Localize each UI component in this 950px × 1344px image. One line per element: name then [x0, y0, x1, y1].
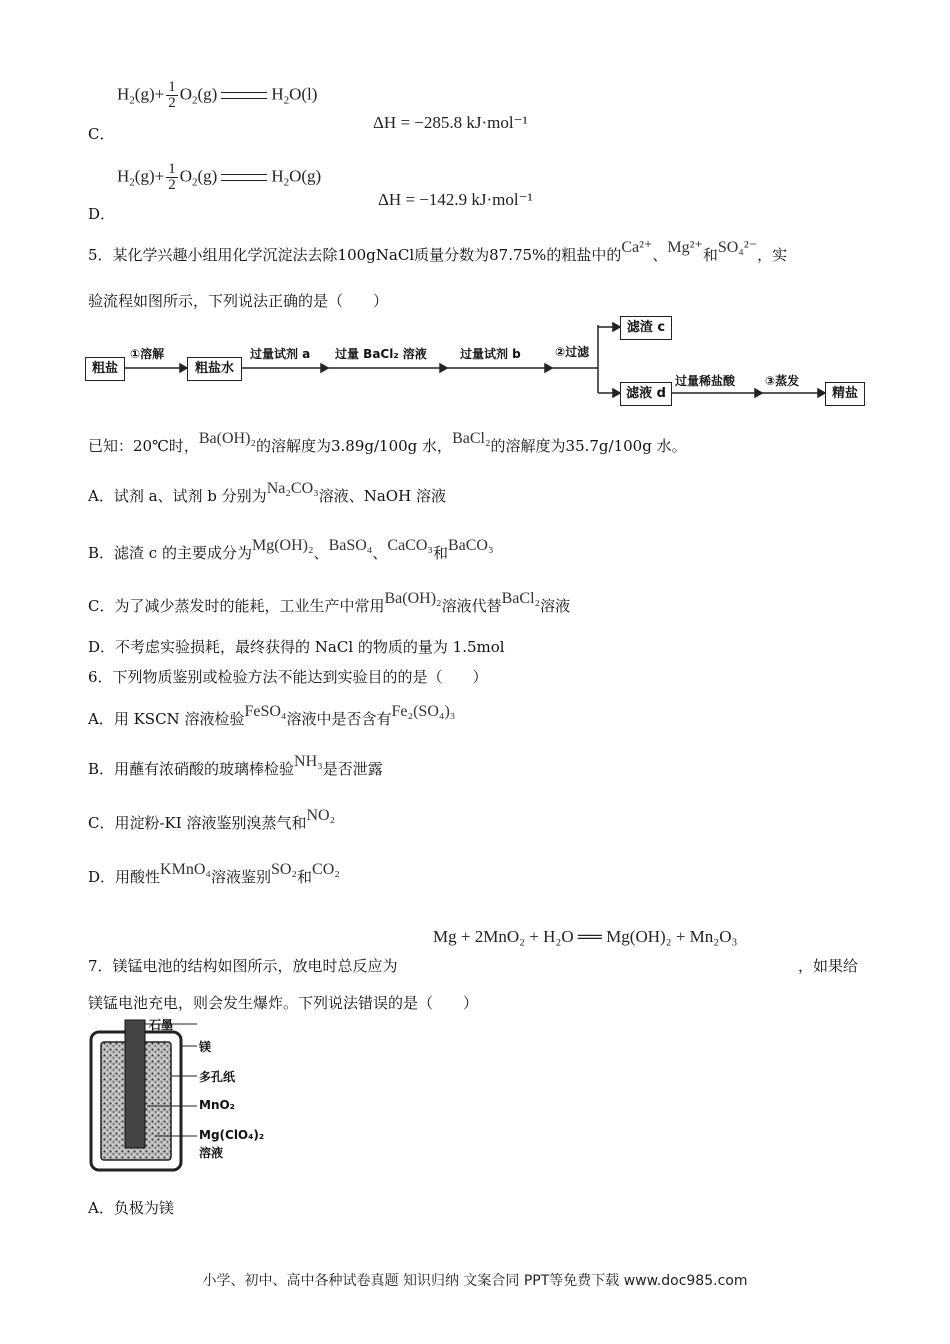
label-magnesium: 镁 — [199, 1040, 212, 1054]
q5-optD: D．不考虑实验损耗，最终获得的 NaCl 的物质的量为 1.5mol — [88, 638, 505, 656]
flow-step-reagent-a: 过量试剂 a — [250, 347, 311, 361]
q5-stem-line1: 5．某化学兴趣小组用化学沉淀法去除100gNaCl质量分数为87.75%的粗盐中的Ca²⁺、Mg²⁺和SO₄²⁻，实 — [88, 239, 788, 264]
q7-stem-line1: 7．镁锰电池的结构如图所示，放电时总反应为 ，如果给 — [88, 957, 858, 975]
q6-optA: A．用 KSCN 溶液检验FeSO₄溶液中是否含有Fe₂(SO₄)₃ — [88, 703, 456, 728]
label-mno2: MnO₂ — [199, 1098, 235, 1112]
q4-optD-label: D． — [88, 205, 116, 223]
q5-optA: A．试剂 a、试剂 b 分别为Na₂CO₃溶液、NaOH 溶液 — [88, 480, 446, 505]
flow-step-dissolve: ①溶解 — [130, 347, 165, 361]
flow-step-reagent-b: 过量试剂 b — [460, 347, 521, 361]
flow-node-crude-salt: 粗盐 — [85, 357, 125, 381]
q5-optC: C．为了减少蒸发时的能耗，工业生产中常用Ba(OH)₂溶液代替BaCl₂溶液 — [88, 590, 571, 615]
label-porous-paper: 多孔纸 — [199, 1070, 236, 1084]
flow-step-evaporate: ③蒸发 — [765, 374, 800, 388]
q4-optD-equation: $H_2(g)+$ $\frac{1}{2}$ $O_2(g)$ $H_2O(g)$ — [117, 161, 322, 193]
q6-optC: C．用淀粉-KI 溶液鉴别溴蒸气和NO₂ — [88, 807, 336, 832]
flow-step-hcl: 过量稀盐酸 — [675, 374, 736, 388]
label-electrolyte: Mg(ClO₄)₂ — [199, 1128, 265, 1142]
flow-step-filter: ②过滤 — [555, 345, 590, 359]
flow-node-refined-salt: 精盐 — [825, 382, 865, 406]
q6-stem: 6．下列物质鉴别或检验方法不能达到实验目的的是（ ） — [88, 668, 488, 686]
q5-flowchart — [85, 315, 865, 410]
flow-node-filtrate-d: 滤液 d — [620, 382, 672, 406]
q4-optC-label: C． — [88, 125, 115, 143]
flow-step-bacl2: 过量 BaCl₂ 溶液 — [335, 347, 427, 361]
q4-optD-enthalpy: ΔH = −142.9 kJ·mol⁻¹ — [378, 190, 533, 209]
flow-node-brine: 粗盐水 — [187, 357, 242, 381]
q7-stem-line2: 镁锰电池充电，则会发生爆炸。下列说法错误的是（ ） — [88, 994, 479, 1012]
q4-optC-enthalpy: ΔH = −285.8 kJ·mol⁻¹ — [373, 113, 528, 132]
q7-battery-diagram — [85, 1018, 285, 1176]
battery-drawing — [85, 1018, 285, 1176]
label-solution: 溶液 — [199, 1146, 224, 1160]
q4-optC-equation: $H_2(g)+$ $\frac{1}{2}$ $O_2(g)$ $H_2O(l)$ — [117, 79, 318, 111]
page-footer: 小学、初中、高中各种试卷真题 知识归纳 文案合同 PPT等免费下载 www.doc985.com — [202, 1273, 748, 1289]
q6-optD: D．用酸性KMnO₄溶液鉴别SO₂和CO₂ — [88, 861, 340, 886]
flow-node-residue-c: 滤渣 c — [620, 316, 672, 340]
q5-optB: B．滤渣 c 的主要成分为Mg(OH)₂、BaSO₄、CaCO₃和BaCO₃ — [88, 537, 494, 562]
q5-known: 已知：20℃时，Ba(OH)₂的溶解度为3.89g/100g 水，BaCl₂的溶解度为35.7g/100g 水。 — [88, 430, 687, 455]
q7-optA: A．负极为镁 — [88, 1199, 174, 1217]
q7-equation: Mg + 2MnO₂ + H₂O ══ Mg(OH)₂ + Mn₂O₃ — [433, 927, 738, 946]
q6-optB: B．用蘸有浓硝酸的玻璃棒检验NH₃是否泄露 — [88, 753, 383, 778]
label-graphite: 石墨 — [149, 1018, 174, 1032]
q5-stem-line2: 验流程如图所示，下列说法正确的是（ ） — [88, 292, 389, 310]
